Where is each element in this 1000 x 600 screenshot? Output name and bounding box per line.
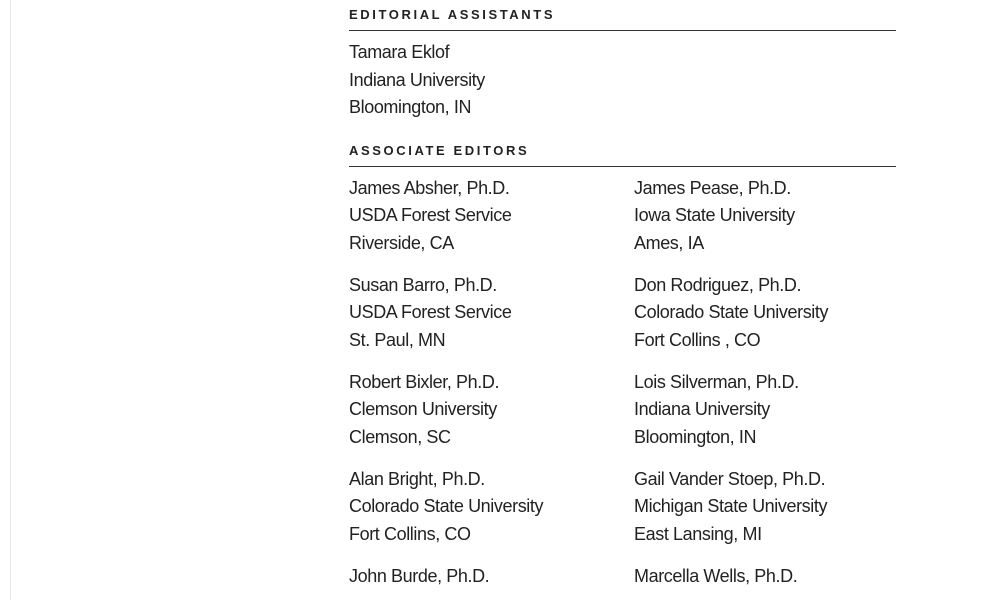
editor-location: Fort Collins , CO (634, 329, 761, 350)
editor-location: Clemson, SC (349, 426, 451, 447)
editor-entry (349, 39, 896, 122)
editor-location: Bloomington, IN (634, 426, 757, 447)
editorial-assistants-heading: EDITORIAL ASSISTANTS (349, 0, 896, 31)
editor-location: Fort Collins, CO (349, 523, 471, 544)
editor-affiliation: USDA Forest Service (349, 205, 512, 225)
editor-entry (634, 369, 896, 452)
editor-affiliation: USDA Forest Service (349, 302, 512, 322)
editor-entry (349, 563, 634, 591)
editor-affiliation: Michigan State University (634, 496, 828, 516)
editor-name: James Pease, Ph.D. (634, 177, 791, 198)
editor-name: Don Rodriguez, Ph.D. (634, 274, 802, 295)
editor-location: St. Paul, MN (349, 329, 446, 350)
editor-entry (349, 466, 634, 549)
editor-affiliation: Indiana University (349, 69, 485, 90)
editor-name: Gail Vander Stoep, Ph.D. (634, 468, 826, 489)
page-edge-line (10, 0, 11, 600)
editor-name: John Burde, Ph.D. (349, 565, 490, 586)
associate-editors-heading: ASSOCIATE EDITORS (349, 136, 896, 167)
editor-name: Susan Barro, Ph.D. (349, 274, 497, 295)
editor-affiliation: Colorado State University (349, 496, 544, 516)
associate-editors-list (349, 167, 896, 591)
editor-entry (634, 175, 896, 258)
editor-name: Robert Bixler, Ph.D. (349, 371, 500, 392)
editor-location: Bloomington, IN (349, 97, 472, 117)
editor-entry (634, 563, 896, 591)
editor-entry (349, 175, 634, 258)
editorial-assistants-list (349, 31, 896, 122)
editor-name: Marcella Wells, Ph.D. (634, 565, 798, 586)
editor-entry (349, 272, 634, 355)
editor-name: Tamara Eklof (349, 42, 450, 62)
editor-location: Riverside, CA (349, 232, 454, 253)
editor-affiliation: Indiana University (634, 399, 770, 419)
editor-name: Alan Bright, Ph.D. (349, 468, 485, 489)
editor-affiliation: Iowa State University (634, 205, 795, 225)
editorial-board (349, 0, 896, 590)
editor-entry (349, 369, 634, 452)
editor-location: Ames, IA (634, 232, 704, 253)
editor-entry (634, 272, 896, 355)
editor-entry (634, 466, 896, 549)
editor-affiliation: Clemson University (349, 399, 497, 419)
editor-name: Lois Silverman, Ph.D. (634, 371, 799, 392)
editor-affiliation: Colorado State University (634, 302, 829, 322)
editor-name: James Absher, Ph.D. (349, 177, 510, 198)
editor-location: East Lansing, MI (634, 523, 762, 544)
